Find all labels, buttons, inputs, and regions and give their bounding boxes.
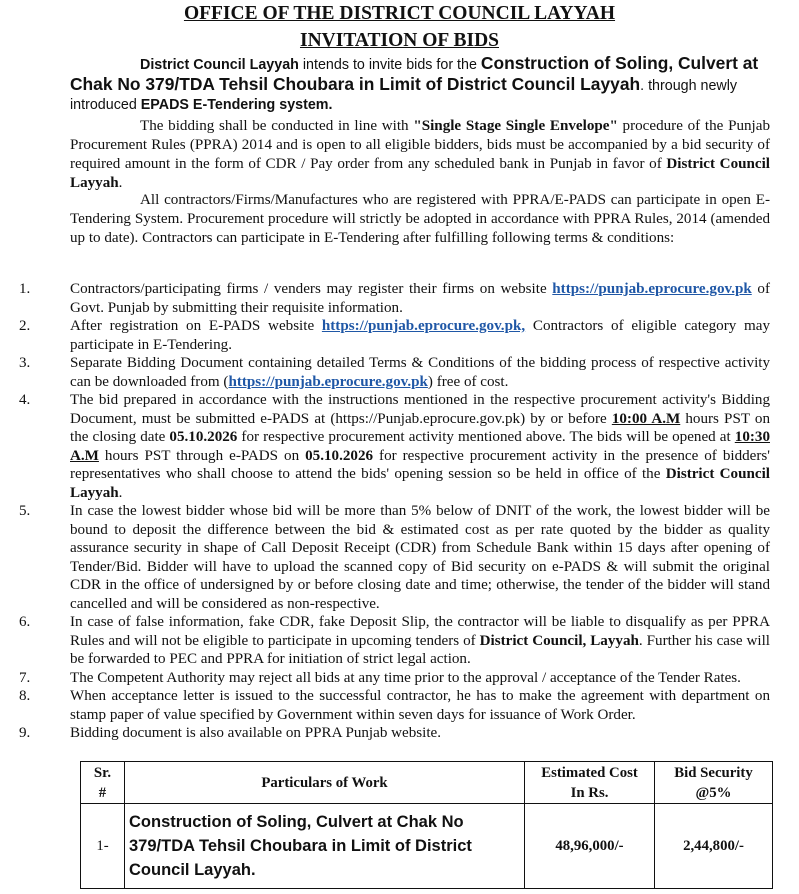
item-text: Contractors of eligible category may participate in E-Tendering. bbox=[70, 318, 771, 353]
item-number: 4. bbox=[19, 392, 31, 408]
sr-header: Sr. # bbox=[81, 762, 125, 804]
item-number: 3. bbox=[19, 355, 31, 371]
item-text: Bidding document is also available on PPRA Punjab website. bbox=[70, 725, 442, 741]
eprocure-link[interactable]: https://punjab.eprocure.gov.pk, bbox=[321, 318, 526, 334]
item-text: When acceptance letter is issued to the successful contractor, he has to make the agreement with department on stamp paper of value specified by Government within seven days for issuance of Work Order. bbox=[70, 688, 770, 723]
item-number: 7. bbox=[19, 669, 31, 686]
item-text: ) free of cost. bbox=[427, 373, 509, 390]
item-text: Separate Bidding Document containing detailed Terms & Conditions of the bidding process of respective activity can be downloaded from ( bbox=[70, 355, 770, 390]
item-number: 5. bbox=[19, 503, 31, 519]
opening-date: 05.10.2026 bbox=[305, 447, 374, 464]
item-text: Contractors/participating firms / venders may register their firms on website bbox=[70, 281, 553, 297]
para1-text-1: The bidding shall be conducted in line with bbox=[140, 118, 414, 134]
item-text: The bid prepared in accordance with the instructions mentioned in the respective procurement activity's Bidding Document, must be submitted e-PADS at (https://Punjab.eprocure.gov.pk) by or before bbox=[70, 392, 770, 427]
estimated-cost-cell: 48,96,000/- bbox=[525, 804, 655, 889]
item-number: 8. bbox=[19, 688, 31, 704]
list-item bbox=[0, 687, 799, 724]
intro-system-name: EPADS E-Tendering bbox=[140, 97, 276, 113]
bidding-procedure-paragraph bbox=[70, 117, 770, 193]
notice-title: INVITATION OF BIDS bbox=[299, 30, 499, 51]
eprocure-link[interactable]: https://punjab.eprocure.gov.pk bbox=[228, 373, 428, 390]
table-header-row bbox=[81, 762, 773, 804]
particulars-header: Particulars of Work bbox=[125, 762, 525, 804]
list-item bbox=[0, 724, 799, 743]
para1-text-3: . bbox=[118, 175, 123, 191]
intro-system-suffix: system. bbox=[275, 97, 333, 113]
item-text: In case the lowest bidder whose bid will be more than 5% below of DNIT of the work, the lowest bidder will be bound to deposit the difference between the bid & estimated cost as per rate quoted by the bidder as quality assurance security in shape of Call Deposit Receipt (CDR) from Schedule Bank within 15 days after opening of Tender/Bid. Bidder will have to upload the scanned copy of Bid security on e-PADS & will submit the original CDR in the office of undersigned by or before closing date and time; otherwise, the tender of the bidder will stand cancelled and will be considered as non-respective. bbox=[70, 503, 770, 612]
intro-paragraph bbox=[70, 54, 772, 115]
intro-intends-text: intends to invite bids for the bbox=[298, 57, 481, 73]
council-name: District Council, Layyah bbox=[479, 632, 639, 649]
list-item bbox=[0, 317, 799, 354]
item-text: for respective procurement activity in the presence of bidders' representatives who shall choose to attend the bids' opening session so be held in office of the bbox=[70, 447, 770, 482]
intro-through-text: . through newly introduced bbox=[70, 78, 738, 113]
opening-office: District Council Layyah bbox=[70, 466, 770, 501]
item-text: . bbox=[118, 484, 123, 501]
item-text: for respective procurement activity mentioned above. The bids will be opened at bbox=[237, 429, 735, 445]
list-item bbox=[0, 354, 799, 391]
item-number: 1. bbox=[19, 281, 31, 297]
sr-cell: 1- bbox=[81, 804, 125, 889]
eprocure-link[interactable]: https://punjab.eprocure.gov.pk bbox=[552, 281, 752, 297]
item-text: After registration on E-PADS website bbox=[70, 318, 322, 334]
bid-security-cell: 2,44,800/- bbox=[655, 804, 773, 889]
intro-work-name: Construction of Soling, Culvert at Chak No 379/TDA Tehsil Choubara in Limit of District Council Layyah bbox=[70, 53, 759, 94]
item-text: of Govt. Punjab by submitting their requisite information. bbox=[70, 281, 770, 316]
favor-of-office: District Council Layyah bbox=[70, 156, 770, 191]
terms-list bbox=[0, 280, 799, 743]
works-table bbox=[80, 761, 773, 889]
work-cell: Construction of Soling, Culvert at Chak No 379/TDA Tehsil Choubara in Limit of District Council Layyah. bbox=[125, 804, 525, 889]
item-number: 6. bbox=[19, 614, 31, 630]
item-text: The Competent Authority may reject all bids at any time prior to the approval / acceptance of the Tender Rates. bbox=[70, 669, 741, 686]
intro-issuer: District Council Layyah bbox=[140, 57, 299, 73]
closing-time: 10:00 A.M bbox=[611, 410, 681, 427]
item-number: 2. bbox=[19, 318, 31, 334]
list-item bbox=[0, 280, 799, 317]
item-text: . Further his case will be forwarded to PEC and PPRA for initiation of strict legal action. bbox=[70, 632, 771, 667]
estimated-cost-header: Estimated Cost In Rs. bbox=[525, 762, 655, 804]
item-number: 9. bbox=[19, 725, 31, 741]
list-item bbox=[0, 669, 799, 688]
item-text: In case of false information, fake CDR, fake Deposit Slip, the contractor will be liable to disqualify as per PPRA Rules and will not be eligible to participate in upcoming tenders of bbox=[70, 614, 770, 649]
para1-text-2: procedure of the Punjab Procurement Rules (PPRA) 2014 and is open to all eligible bidders, bids must be accompanied by a bid security of required amount in the form of CDR / Pay order from any scheduled bank in Punjab in favor of bbox=[70, 118, 770, 172]
list-item bbox=[0, 391, 799, 502]
list-item bbox=[0, 613, 799, 669]
item-text: hours PST through e-PADS on bbox=[98, 447, 306, 464]
item-text: hours PST on the closing date bbox=[70, 410, 771, 445]
procedure-name: "Single Stage Single Envelope" bbox=[413, 118, 618, 134]
bid-security-header: Bid Security @5% bbox=[655, 762, 773, 804]
list-item bbox=[0, 502, 799, 613]
closing-date: 05.10.2026 bbox=[169, 429, 238, 445]
table-row bbox=[81, 804, 773, 889]
eligibility-paragraph: All contractors/Firms/Manufactures who are registered with PPRA/E-PADS can participate in open E-Tendering System. Procurement procedure will strictly be adopted in accordance with PPRA Rules, 2014 (amended up to date). Contractors can participate in E-Tendering after fulfilling following terms & conditions: bbox=[70, 192, 770, 246]
opening-time: 10:30 A.M bbox=[70, 429, 770, 464]
office-title: OFFICE OF THE DISTRICT COUNCIL LAYYAH bbox=[183, 3, 616, 24]
